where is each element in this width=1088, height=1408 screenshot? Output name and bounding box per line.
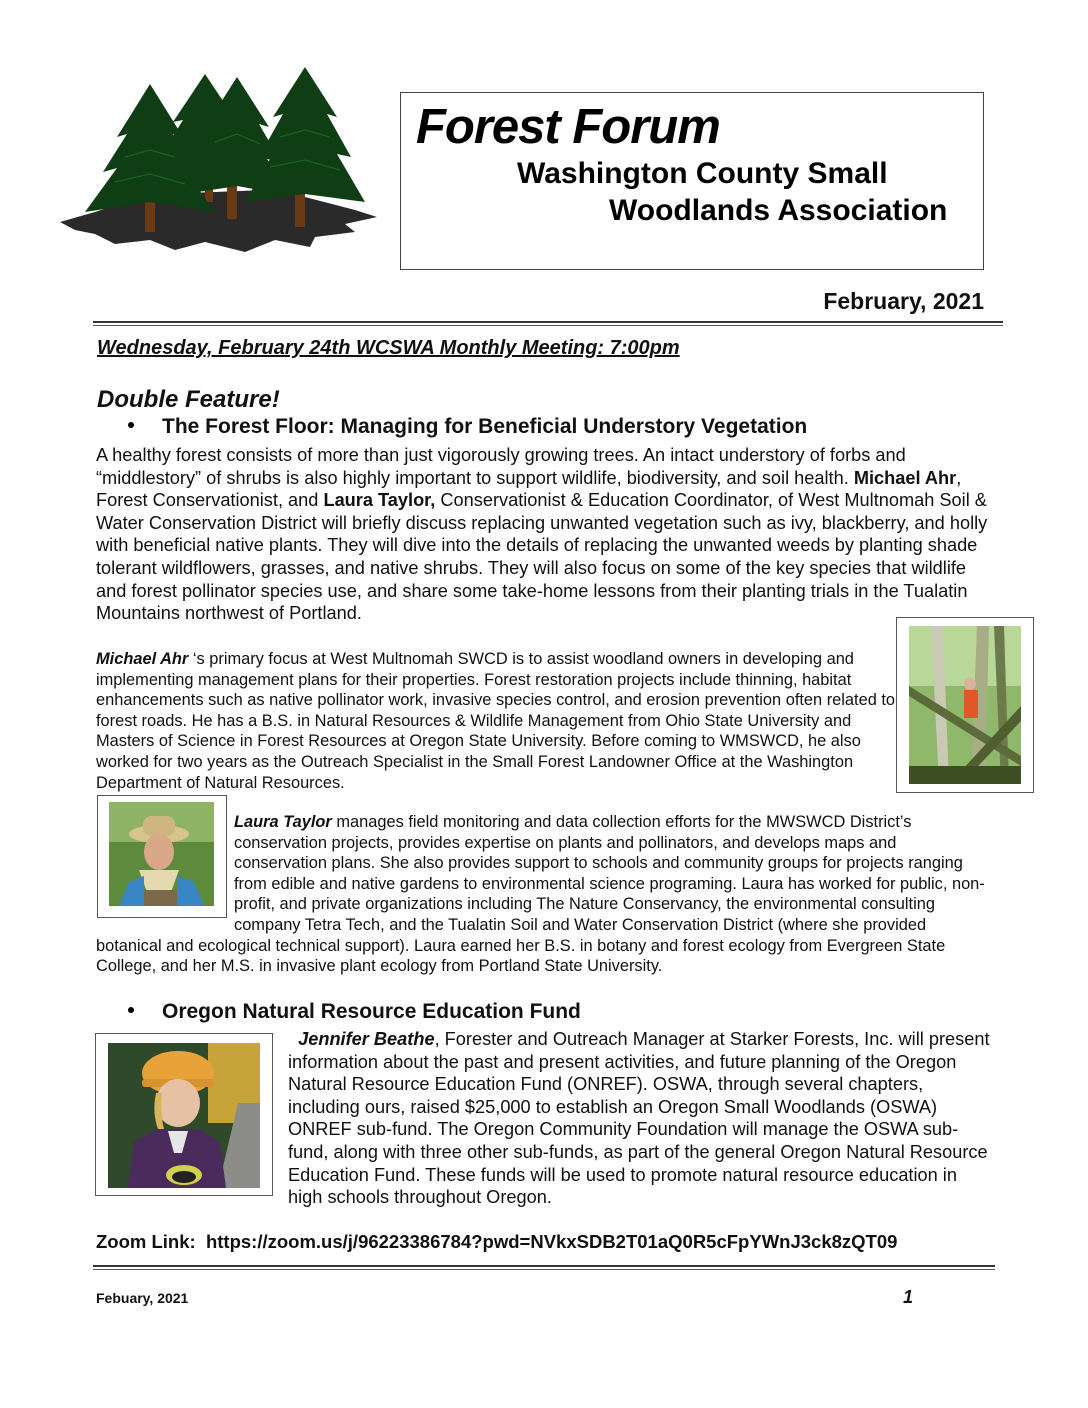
- speaker-name-beathe: Jennifer Beathe: [298, 1029, 435, 1049]
- organization-name-line2: Woodlands Association: [609, 194, 948, 227]
- footer-date: Febuary, 2021: [96, 1290, 189, 1306]
- ahr-bio-text: ‘s primary focus at West Multnomah SWCD is to assist woodland owners in developing and implementing management plans for their properties. Forest restoration projects include thinning, habitat enhancements such as native pollinator work, invasive species control, and erosion prevention often related to forest roads. He has a B.S. in Natural Resources & Wildlife Management from Ohio State University and Masters of Science in Forest Resources at Oregon State University. Before coming to WMSWCD, he also worked for two years as the Outreach Specialist in the Small Forest Landowner Office at the Washington Department of Natural Resources.: [96, 650, 896, 792]
- double-feature-heading: Double Feature!: [97, 386, 280, 413]
- feature1-text: , Forest Conservationist, and: [96, 467, 962, 511]
- feature1-heading: [128, 415, 807, 439]
- taylor-bio-name: Laura Taylor: [234, 813, 332, 831]
- header-divider: [93, 321, 1003, 326]
- feature2-heading: [128, 1000, 581, 1024]
- zoom-link-line: [96, 1231, 897, 1253]
- ahr-photo: [896, 617, 1034, 793]
- ahr-bio: [96, 649, 896, 793]
- newsletter-title: Forest Forum: [416, 100, 720, 154]
- pine-trees-icon: [55, 62, 380, 257]
- taylor-bio: [96, 812, 986, 977]
- bullet-icon: [128, 1007, 134, 1013]
- feature2-heading-text: Oregon Natural Resource Education Fund: [162, 1000, 581, 1023]
- page-number: 1: [903, 1287, 914, 1307]
- issue-date: February, 2021: [823, 288, 984, 314]
- feature2-text: , Forester and Outreach Manager at Starker Forests, Inc. will present information about the past and present activities, and future planning of the Oregon Natural Resource Education Fund (ONREF). OSWA, through several chapters, including ours, raised $25,000 to establish an Oregon Small Woodlands (OSWA) ONREF sub-fund. The Oregon Community Foundation will manage the OSWA sub-fund, along with three other sub-funds, as part of the general Oregon Natural Resource Education Fund. These funds will be used to promote natural resource education in high schools throughout Oregon.: [288, 1029, 990, 1208]
- beathe-photo: [95, 1033, 273, 1196]
- masthead-box: [400, 92, 984, 270]
- speaker-name-taylor: Laura Taylor,: [323, 490, 436, 511]
- zoom-link-label: Zoom Link:: [96, 1231, 196, 1252]
- taylor-bio-text: manages field monitoring and data collection efforts for the MWSWCD District’s conservation projects, provides expertise on plants and pollinators, and develops maps and conservation plans. She also provides support to schools and community groups for projects ranging from edible and native gardens to environmental science programing. Laura has worked for public, non-profit, and private organizations including The Nature Conservancy, the environmental consulting company Tetra Tech, and the Tualatin Soil and Water Conservation District (where she provided botanical and ecological technical support). Laura earned her B.S. in botany and forest ecology from Evergreen State College, and her M.S. in invasive plant ecology from Portland State University.: [96, 813, 985, 976]
- meeting-heading: Wednesday, February 24th WCSWA Monthly Meeting: 7:00pm: [97, 337, 680, 359]
- organization-name-line1: Washington County Small: [517, 157, 888, 190]
- zoom-meeting-link[interactable]: https://zoom.us/j/96223386784?pwd=NVkxSDB2T01aQ0R5cFpYWnJ3ck8zQT09: [205, 1231, 898, 1252]
- feature1-text: A healthy forest consists of more than just vigorously growing trees. An intact understory of forbs and “middlestory” of shrubs is also highly important to support wildlife, biodiversity, and soil health.: [96, 445, 906, 488]
- feature1-description: [96, 444, 991, 625]
- feature1-heading-text: The Forest Floor: Managing for Beneficial Understory Vegetation: [162, 415, 808, 438]
- feature1-text: Conservationist & Education Coordinator, of West Multnomah Soil & Water Conservation District will briefly discuss replacing unwanted vegetation such as ivy, blackberry, and holly with beneficial native plants. They will dive into the details of replacing the unwanted weeds by planting shade tolerant wildflowers, grasses, and native shrubs. They will also focus on some of the key species that wildlife and forest pollinator species use, and share some take-home lessons from their planting trials in the Tualatin Mountains northwest of Portland.: [96, 490, 988, 624]
- feature2-description: [288, 1028, 990, 1209]
- ahr-bio-name: Michael Ahr: [96, 650, 189, 668]
- bullet-icon: [128, 422, 134, 428]
- speaker-name-ahr: Michael Ahr: [853, 467, 957, 488]
- footer-divider: [93, 1265, 995, 1270]
